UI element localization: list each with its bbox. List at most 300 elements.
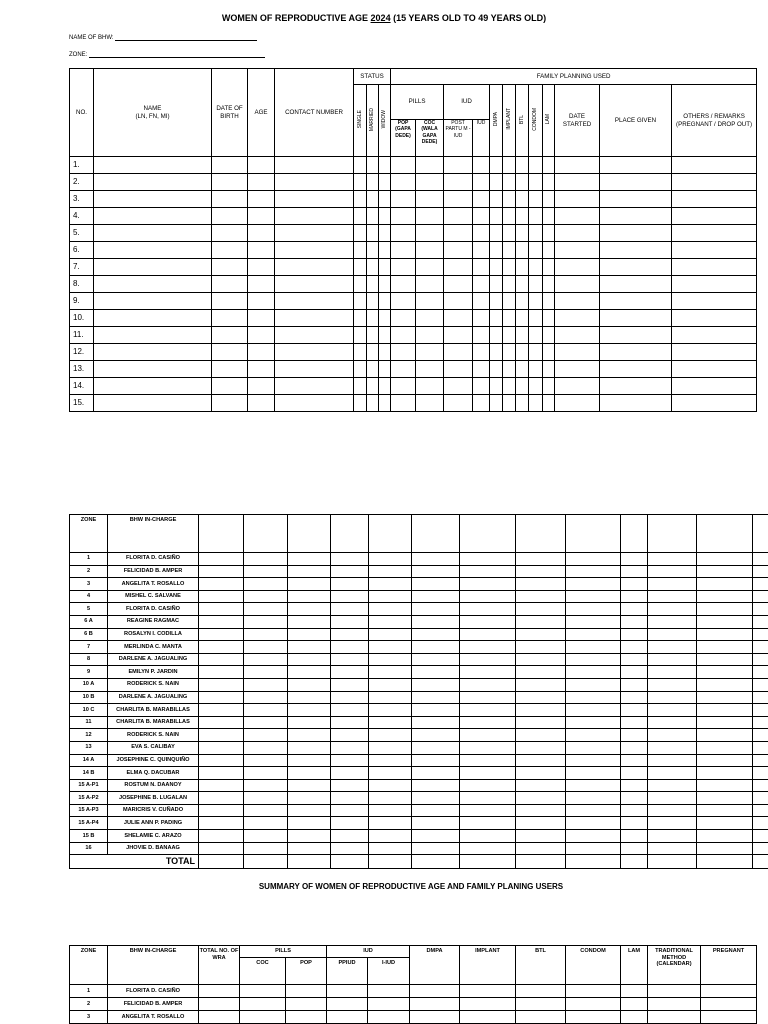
entry-cell[interactable] [412, 603, 460, 616]
entry-cell[interactable] [503, 361, 516, 378]
entry-cell[interactable] [248, 327, 275, 344]
entry-cell[interactable] [621, 565, 648, 578]
entry-cell[interactable] [369, 641, 412, 654]
entry-cell[interactable] [412, 628, 460, 641]
entry-cell[interactable] [460, 817, 516, 830]
entry-cell[interactable] [412, 754, 460, 767]
entry-cell[interactable] [516, 242, 529, 259]
entry-cell[interactable] [369, 615, 412, 628]
entry-cell[interactable] [648, 704, 697, 717]
entry-cell[interactable] [672, 310, 757, 327]
entry-cell[interactable] [275, 293, 354, 310]
entry-cell[interactable] [369, 779, 412, 792]
entry-cell[interactable] [412, 741, 460, 754]
entry-cell[interactable] [672, 191, 757, 208]
entry-cell[interactable] [672, 327, 757, 344]
entry-cell[interactable] [288, 817, 331, 830]
entry-cell[interactable] [697, 767, 753, 780]
entry-cell[interactable] [555, 344, 600, 361]
entry-cell[interactable] [94, 327, 212, 344]
entry-cell[interactable] [648, 641, 697, 654]
entry-cell[interactable] [490, 344, 503, 361]
entry-cell[interactable] [444, 225, 473, 242]
entry-cell[interactable] [369, 578, 412, 591]
entry-cell[interactable] [244, 767, 288, 780]
entry-cell[interactable] [516, 998, 566, 1011]
entry-cell[interactable] [697, 666, 753, 679]
entry-cell[interactable] [621, 830, 648, 843]
entry-cell[interactable] [648, 691, 697, 704]
entry-cell[interactable] [391, 327, 416, 344]
entry-cell[interactable] [367, 310, 379, 327]
entry-cell[interactable] [416, 208, 444, 225]
entry-cell[interactable] [621, 704, 648, 717]
entry-cell[interactable] [516, 259, 529, 276]
entry-cell[interactable] [288, 565, 331, 578]
entry-cell[interactable] [416, 378, 444, 395]
entry-cell[interactable] [672, 174, 757, 191]
entry-cell[interactable] [648, 716, 697, 729]
entry-cell[interactable] [212, 378, 248, 395]
entry-cell[interactable] [412, 729, 460, 742]
entry-cell[interactable] [354, 191, 367, 208]
entry-cell[interactable] [331, 704, 369, 717]
entry-cell[interactable] [621, 741, 648, 754]
entry-cell[interactable] [490, 293, 503, 310]
entry-cell[interactable] [697, 792, 753, 805]
entry-cell[interactable] [288, 590, 331, 603]
entry-cell[interactable] [460, 553, 516, 566]
entry-cell[interactable] [275, 395, 354, 412]
entry-cell[interactable] [672, 157, 757, 174]
entry-cell[interactable] [460, 678, 516, 691]
entry-cell[interactable] [473, 361, 490, 378]
entry-cell[interactable] [416, 191, 444, 208]
entry-cell[interactable] [566, 565, 621, 578]
entry-cell[interactable] [697, 741, 753, 754]
entry-cell[interactable] [444, 191, 473, 208]
entry-cell[interactable] [416, 276, 444, 293]
entry-cell[interactable] [240, 998, 286, 1011]
entry-cell[interactable] [212, 344, 248, 361]
entry-cell[interactable] [327, 998, 368, 1011]
entry-cell[interactable] [566, 578, 621, 591]
entry-cell[interactable] [379, 225, 391, 242]
entry-cell[interactable] [701, 985, 757, 998]
entry-cell[interactable] [621, 590, 648, 603]
entry-cell[interactable] [516, 628, 566, 641]
entry-cell[interactable] [367, 259, 379, 276]
entry-cell[interactable] [199, 729, 244, 742]
entry-cell[interactable] [543, 191, 555, 208]
entry-cell[interactable] [379, 174, 391, 191]
entry-cell[interactable] [460, 767, 516, 780]
entry-cell[interactable] [212, 174, 248, 191]
entry-cell[interactable] [416, 395, 444, 412]
entry-cell[interactable] [199, 985, 240, 998]
entry-cell[interactable] [275, 225, 354, 242]
entry-cell[interactable] [354, 327, 367, 344]
entry-cell[interactable] [354, 208, 367, 225]
entry-cell[interactable] [369, 729, 412, 742]
entry-cell[interactable] [199, 741, 244, 754]
entry-cell[interactable] [354, 395, 367, 412]
entry-cell[interactable] [503, 293, 516, 310]
entry-cell[interactable] [529, 242, 543, 259]
entry-cell[interactable] [327, 1011, 368, 1024]
entry-cell[interactable] [369, 553, 412, 566]
entry-cell[interactable] [753, 691, 768, 704]
entry-cell[interactable] [753, 716, 768, 729]
entry-cell[interactable] [288, 804, 331, 817]
entry-cell[interactable] [354, 293, 367, 310]
entry-cell[interactable] [331, 741, 369, 754]
entry-cell[interactable] [212, 157, 248, 174]
entry-cell[interactable] [460, 998, 516, 1011]
entry-cell[interactable] [600, 276, 672, 293]
entry-cell[interactable] [369, 565, 412, 578]
entry-cell[interactable] [566, 804, 621, 817]
entry-cell[interactable] [391, 293, 416, 310]
entry-cell[interactable] [621, 691, 648, 704]
entry-cell[interactable] [516, 191, 529, 208]
entry-cell[interactable] [275, 157, 354, 174]
entry-cell[interactable] [444, 259, 473, 276]
entry-cell[interactable] [555, 395, 600, 412]
entry-cell[interactable] [473, 242, 490, 259]
entry-cell[interactable] [555, 327, 600, 344]
entry-cell[interactable] [529, 259, 543, 276]
entry-cell[interactable] [516, 729, 566, 742]
entry-cell[interactable] [391, 310, 416, 327]
entry-cell[interactable] [621, 678, 648, 691]
entry-cell[interactable] [516, 741, 566, 754]
entry-cell[interactable] [275, 208, 354, 225]
entry-cell[interactable] [543, 259, 555, 276]
entry-cell[interactable] [244, 716, 288, 729]
entry-cell[interactable] [94, 242, 212, 259]
entry-cell[interactable] [460, 653, 516, 666]
entry-cell[interactable] [753, 615, 768, 628]
entry-cell[interactable] [379, 276, 391, 293]
entry-cell[interactable] [391, 225, 416, 242]
bhw-name-field[interactable]: NAME OF BHW: [69, 35, 257, 41]
entry-cell[interactable] [460, 578, 516, 591]
entry-cell[interactable] [697, 779, 753, 792]
entry-cell[interactable] [516, 361, 529, 378]
entry-cell[interactable] [199, 678, 244, 691]
entry-cell[interactable] [516, 754, 566, 767]
entry-cell[interactable] [490, 208, 503, 225]
entry-cell[interactable] [248, 310, 275, 327]
entry-cell[interactable] [379, 378, 391, 395]
entry-cell[interactable] [412, 842, 460, 855]
entry-cell[interactable] [212, 395, 248, 412]
entry-cell[interactable] [354, 276, 367, 293]
entry-cell[interactable] [473, 225, 490, 242]
entry-cell[interactable] [331, 842, 369, 855]
entry-cell[interactable] [212, 208, 248, 225]
entry-cell[interactable] [516, 985, 566, 998]
entry-cell[interactable] [244, 817, 288, 830]
entry-cell[interactable] [753, 817, 768, 830]
entry-cell[interactable] [412, 578, 460, 591]
entry-cell[interactable] [473, 395, 490, 412]
entry-cell[interactable] [199, 641, 244, 654]
entry-cell[interactable] [248, 276, 275, 293]
entry-cell[interactable] [648, 804, 697, 817]
entry-cell[interactable] [94, 208, 212, 225]
entry-cell[interactable] [367, 344, 379, 361]
entry-cell[interactable] [288, 767, 331, 780]
entry-cell[interactable] [648, 578, 697, 591]
entry-cell[interactable] [503, 310, 516, 327]
entry-cell[interactable] [275, 174, 354, 191]
entry-cell[interactable] [621, 792, 648, 805]
entry-cell[interactable] [600, 310, 672, 327]
entry-cell[interactable] [516, 578, 566, 591]
entry-cell[interactable] [697, 729, 753, 742]
entry-cell[interactable] [412, 804, 460, 817]
entry-cell[interactable] [94, 310, 212, 327]
entry-cell[interactable] [331, 691, 369, 704]
entry-cell[interactable] [244, 830, 288, 843]
entry-cell[interactable] [416, 344, 444, 361]
entry-cell[interactable] [490, 395, 503, 412]
entry-cell[interactable] [566, 842, 621, 855]
entry-cell[interactable] [288, 653, 331, 666]
entry-cell[interactable] [566, 653, 621, 666]
entry-cell[interactable] [244, 641, 288, 654]
entry-cell[interactable] [288, 578, 331, 591]
entry-cell[interactable] [331, 653, 369, 666]
entry-cell[interactable] [94, 293, 212, 310]
entry-cell[interactable] [288, 754, 331, 767]
entry-cell[interactable] [410, 998, 460, 1011]
entry-cell[interactable] [753, 754, 768, 767]
entry-cell[interactable] [275, 310, 354, 327]
entry-cell[interactable] [566, 754, 621, 767]
entry-cell[interactable] [391, 344, 416, 361]
entry-cell[interactable] [354, 344, 367, 361]
entry-cell[interactable] [543, 327, 555, 344]
entry-cell[interactable] [444, 174, 473, 191]
entry-cell[interactable] [566, 590, 621, 603]
entry-cell[interactable] [331, 767, 369, 780]
entry-cell[interactable] [697, 691, 753, 704]
entry-cell[interactable] [566, 792, 621, 805]
entry-cell[interactable] [516, 378, 529, 395]
entry-cell[interactable] [648, 615, 697, 628]
entry-cell[interactable] [412, 653, 460, 666]
entry-cell[interactable] [600, 191, 672, 208]
entry-cell[interactable] [600, 225, 672, 242]
entry-cell[interactable] [379, 191, 391, 208]
entry-cell[interactable] [379, 157, 391, 174]
entry-cell[interactable] [600, 157, 672, 174]
entry-cell[interactable] [460, 590, 516, 603]
entry-cell[interactable] [412, 767, 460, 780]
entry-cell[interactable] [412, 704, 460, 717]
entry-cell[interactable] [672, 259, 757, 276]
entry-cell[interactable] [369, 817, 412, 830]
entry-cell[interactable] [516, 842, 566, 855]
entry-cell[interactable] [286, 1011, 327, 1024]
entry-cell[interactable] [529, 395, 543, 412]
entry-cell[interactable] [244, 565, 288, 578]
entry-cell[interactable] [473, 157, 490, 174]
entry-cell[interactable] [286, 985, 327, 998]
entry-cell[interactable] [516, 344, 529, 361]
entry-cell[interactable] [379, 327, 391, 344]
entry-cell[interactable] [697, 578, 753, 591]
entry-cell[interactable] [753, 842, 768, 855]
entry-cell[interactable] [503, 344, 516, 361]
entry-cell[interactable] [412, 565, 460, 578]
entry-cell[interactable] [600, 344, 672, 361]
entry-cell[interactable] [391, 395, 416, 412]
entry-cell[interactable] [212, 327, 248, 344]
entry-cell[interactable] [199, 653, 244, 666]
entry-cell[interactable] [566, 628, 621, 641]
entry-cell[interactable] [391, 259, 416, 276]
entry-cell[interactable] [286, 998, 327, 1011]
entry-cell[interactable] [516, 704, 566, 717]
entry-cell[interactable] [244, 603, 288, 616]
entry-cell[interactable] [248, 157, 275, 174]
entry-cell[interactable] [516, 590, 566, 603]
entry-cell[interactable] [288, 641, 331, 654]
entry-cell[interactable] [212, 242, 248, 259]
entry-cell[interactable] [244, 804, 288, 817]
entry-cell[interactable] [529, 293, 543, 310]
entry-cell[interactable] [697, 641, 753, 654]
entry-cell[interactable] [444, 276, 473, 293]
entry-cell[interactable] [753, 741, 768, 754]
entry-cell[interactable] [621, 641, 648, 654]
entry-cell[interactable] [244, 704, 288, 717]
entry-cell[interactable] [566, 553, 621, 566]
entry-cell[interactable] [621, 1011, 648, 1024]
entry-cell[interactable] [444, 395, 473, 412]
entry-cell[interactable] [379, 395, 391, 412]
entry-cell[interactable] [473, 276, 490, 293]
entry-cell[interactable] [412, 666, 460, 679]
entry-cell[interactable] [244, 792, 288, 805]
entry-cell[interactable] [516, 817, 566, 830]
entry-cell[interactable] [529, 174, 543, 191]
entry-cell[interactable] [648, 666, 697, 679]
entry-cell[interactable] [516, 653, 566, 666]
entry-cell[interactable] [199, 666, 244, 679]
entry-cell[interactable] [555, 361, 600, 378]
entry-cell[interactable] [412, 691, 460, 704]
entry-cell[interactable] [94, 344, 212, 361]
entry-cell[interactable] [503, 174, 516, 191]
entry-cell[interactable] [416, 361, 444, 378]
entry-cell[interactable] [212, 259, 248, 276]
entry-cell[interactable] [753, 666, 768, 679]
entry-cell[interactable] [697, 628, 753, 641]
entry-cell[interactable] [621, 666, 648, 679]
entry-cell[interactable] [672, 208, 757, 225]
entry-cell[interactable] [288, 741, 331, 754]
entry-cell[interactable] [368, 1011, 410, 1024]
entry-cell[interactable] [473, 293, 490, 310]
entry-cell[interactable] [543, 310, 555, 327]
entry-cell[interactable] [410, 1011, 460, 1024]
entry-cell[interactable] [369, 830, 412, 843]
entry-cell[interactable] [516, 293, 529, 310]
entry-cell[interactable] [697, 615, 753, 628]
entry-cell[interactable] [331, 565, 369, 578]
entry-cell[interactable] [697, 704, 753, 717]
entry-cell[interactable] [412, 553, 460, 566]
entry-cell[interactable] [516, 174, 529, 191]
entry-cell[interactable] [369, 678, 412, 691]
entry-cell[interactable] [600, 361, 672, 378]
entry-cell[interactable] [621, 553, 648, 566]
entry-cell[interactable] [753, 792, 768, 805]
entry-cell[interactable] [367, 293, 379, 310]
entry-cell[interactable] [368, 998, 410, 1011]
entry-cell[interactable] [331, 590, 369, 603]
entry-cell[interactable] [331, 804, 369, 817]
entry-cell[interactable] [672, 378, 757, 395]
entry-cell[interactable] [212, 310, 248, 327]
entry-cell[interactable] [199, 830, 244, 843]
entry-cell[interactable] [460, 565, 516, 578]
entry-cell[interactable] [621, 754, 648, 767]
entry-cell[interactable] [416, 225, 444, 242]
entry-cell[interactable] [460, 985, 516, 998]
entry-cell[interactable] [672, 344, 757, 361]
entry-cell[interactable] [600, 327, 672, 344]
entry-cell[interactable] [391, 174, 416, 191]
entry-cell[interactable] [369, 603, 412, 616]
entry-cell[interactable] [367, 361, 379, 378]
entry-cell[interactable] [354, 361, 367, 378]
entry-cell[interactable] [248, 361, 275, 378]
entry-cell[interactable] [331, 792, 369, 805]
entry-cell[interactable] [543, 242, 555, 259]
entry-cell[interactable] [648, 590, 697, 603]
entry-cell[interactable] [473, 174, 490, 191]
entry-cell[interactable] [410, 985, 460, 998]
entry-cell[interactable] [490, 327, 503, 344]
entry-cell[interactable] [566, 691, 621, 704]
entry-cell[interactable] [379, 259, 391, 276]
entry-cell[interactable] [555, 225, 600, 242]
entry-cell[interactable] [648, 628, 697, 641]
entry-cell[interactable] [288, 842, 331, 855]
entry-cell[interactable] [516, 1011, 566, 1024]
entry-cell[interactable] [369, 792, 412, 805]
entry-cell[interactable] [566, 615, 621, 628]
entry-cell[interactable] [672, 395, 757, 412]
entry-cell[interactable] [369, 842, 412, 855]
entry-cell[interactable] [244, 553, 288, 566]
entry-cell[interactable] [701, 1011, 757, 1024]
entry-cell[interactable] [199, 565, 244, 578]
entry-cell[interactable] [391, 157, 416, 174]
entry-cell[interactable] [697, 565, 753, 578]
entry-cell[interactable] [600, 242, 672, 259]
entry-cell[interactable] [555, 157, 600, 174]
entry-cell[interactable] [248, 395, 275, 412]
entry-cell[interactable] [697, 590, 753, 603]
entry-cell[interactable] [516, 553, 566, 566]
